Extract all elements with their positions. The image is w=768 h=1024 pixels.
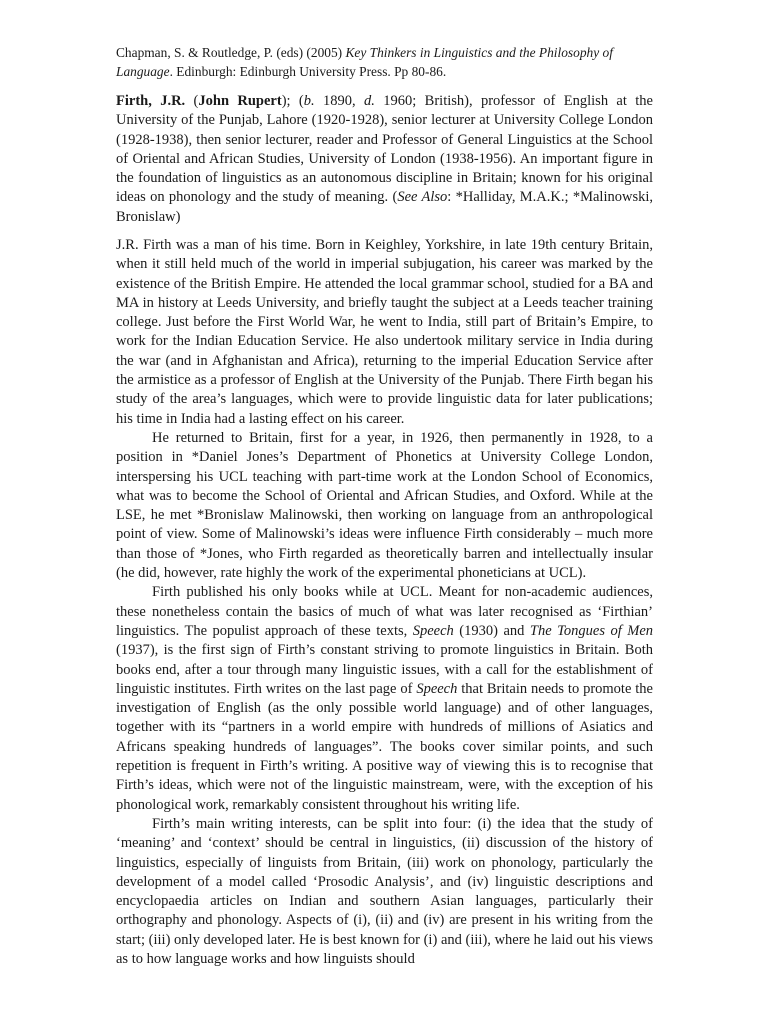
citation-book-title: Key Thinkers in Linguistics and the Philosophy of Language xyxy=(116,45,613,79)
entry-header xyxy=(116,92,653,227)
paragraph-1: J.R. Firth was a man of his time. Born in Keighley, Yorkshire, in late 19th century Britain, when it still held much of the world in imperial subjugation, his career was marked by the existence of the British Empire. He attended the local grammar school, studied for a BA and MA in history at Leeds University, and briefly taught the subject at a Leeds teacher training college. Just before the First World War, he went to India, still part of Britain’s Empire, to work for the Indian Education Service. He also undertook military service in India during the war (and in Afghanistan and Africa), returning to the imperial Education Service after the armistice as a professor of English at the University of the Punjab. There Firth began his study of the area’s languages, which were to provide linguistic data for later publications; his time in India had a lasting effect on his career. xyxy=(116,237,653,427)
entry-headword: Firth, J.R. xyxy=(116,93,186,109)
paragraph-3-part-b: (1930) and xyxy=(453,622,530,639)
entry-see-also-text: : *Halliday, M.A.K.; *Malinowski, Bronislaw) xyxy=(116,189,653,225)
entry-description: 1960; British), professor of English at the University of the Punjab, Lahore (1920-1928), senior lecturer at University College London (1928-1938), then senior lecturer, reader and Professor of General Linguistics at the School of Oriental and African Studies, University of London (1938-1956). An important figure in the foundation of linguistics as an autonomous discipline in Britain; known for his original ideas on phonology and the study of meaning. ( xyxy=(116,93,653,206)
entry-close: ); ( xyxy=(281,93,304,109)
paragraph-3-part-d: that Britain needs to promote the investigation of English (as the only possible world language) and of other languages, together with its “partners in a world empire with hundreds of millions of Asiatics and Africans speaking hundreds of languages”. The books cover similar points, and such repetition is frequent in Firth’s writing. A positive way of viewing this is to recognise that Firth’s ideas, which were not of the linguistic mainstream, were, with the exception of his phonological work, remarkably consistent throughout his writing life. xyxy=(116,680,653,813)
entry-died-label: d. xyxy=(364,93,375,109)
citation-authors: Chapman, S. & Routledge, P. (eds) (2005) xyxy=(116,45,346,60)
citation-publisher: . Edinburgh: Edinburgh University Press. Pp 80-86. xyxy=(169,63,447,79)
book-title-speech-2: Speech xyxy=(416,680,458,697)
paragraph-2: He returned to Britain, first for a year, in 1926, then permanently in 1928, to a position in *Daniel Jones’s Department of Phonetics at University College London, interspersing his UCL teaching with part-time work at the London School of Economics, what was to become the School of Oriental and African Studies, and Oxford. While at the LSE, he met *Bronislaw Malinowski, then working on language from an anthropological point of view. Some of Malinowski’s ideas were influence Firth considerably – much more than those of *Jones, who Firth regarded as theoretically barren and intellectually insular (he did, however, rate highly the work of the experimental phoneticians at UCL). xyxy=(116,429,653,582)
entry-fullname: John Rupert xyxy=(198,93,282,109)
book-title-speech: Speech xyxy=(412,622,454,639)
paragraph-3-part-a: Firth published his only books while at UCL. Meant for non-academic audiences, these nonetheless contain the basics of much of what was later recognised as ‘Firthian’ linguistics. The populist approach of these texts, xyxy=(116,584,653,639)
entry-see-also-label: See Also xyxy=(397,189,448,206)
article-body xyxy=(116,236,653,969)
book-title-tongues-of-men: The Tongues of Men xyxy=(529,622,654,639)
citation xyxy=(116,44,656,81)
paragraph-3-part-c: (1937), is the first sign of Firth’s constant striving to promote linguistics in Britain. Both books end, after a tour through many linguistic issues, with a call for the establishment of linguistic institutes. Firth writes on the last page of xyxy=(116,642,653,697)
entry-born-year: 1890, xyxy=(314,93,365,109)
paragraph-4: Firth’s main writing interests, can be split into four: (i) the idea that the study of ‘meaning’ and ‘context’ should be central in linguistics, (ii) discussion of the history of linguistics, especially of linguists from Britain, (iii) work on phonology, particularly the development of a model called ‘Prosodic Analysis’, and (iv) linguistic descriptions and encyclopaedia articles on Indian and southern Asian languages, particularly their orthography and phonology. Aspects of (i), (ii) and (iv) are present in his writing from the start; (iii) only developed later. He is best known for (i) and (iii), where he laid out his views as to how language works and how linguists should xyxy=(116,815,653,967)
paragraph-3 xyxy=(116,583,653,815)
entry-born-label: b. xyxy=(303,93,315,109)
entry-open-paren: ( xyxy=(185,93,199,109)
